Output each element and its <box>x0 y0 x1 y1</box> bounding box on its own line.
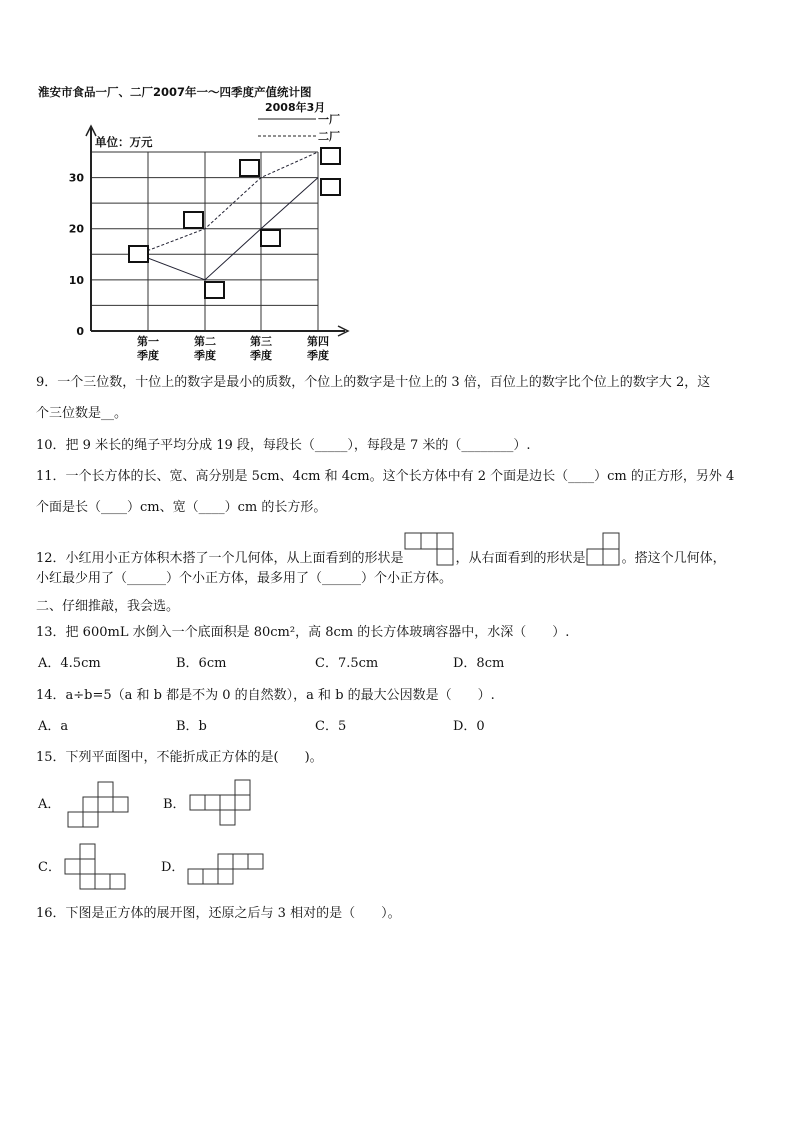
answer-box <box>184 212 203 228</box>
net-cell <box>218 854 233 869</box>
chart-title: 淮安市食品一厂、二厂2007年一～四季度产值统计图 <box>38 85 312 99</box>
net-cell <box>235 795 250 810</box>
q14-option-b: B．b <box>176 719 207 734</box>
answer-box <box>240 160 259 176</box>
q11-line1: 11．一个长方体的长、宽、高分别是 5cm、4cm 和 4cm。这个长方体中有 2 个面是边长（____）cm 的正方形，另外 4 <box>36 469 735 484</box>
top-view-shape <box>404 532 456 566</box>
q15-label-b: B． <box>163 797 186 812</box>
net-cell <box>220 810 235 825</box>
q12-text-part2: ，从右面看到的形状是 <box>455 551 586 566</box>
q15-label-d: D． <box>161 860 185 875</box>
q15-label-c: C． <box>38 860 61 875</box>
x-tick-label: 季度 <box>307 349 329 362</box>
x-tick-label: 第四 <box>307 335 329 348</box>
legend-label: 一厂 <box>318 113 340 126</box>
net-cell <box>95 874 110 889</box>
net-cell <box>220 795 235 810</box>
q11-line2: 个面是长（____）cm、宽（____）cm 的长方形。 <box>36 500 327 515</box>
q12-text-part1: 12．小红用小正方体积木搭了一个几何体，从上面看到的形状是 <box>36 551 404 566</box>
net-cell <box>218 869 233 884</box>
answer-box <box>321 148 340 164</box>
right-view-shape <box>586 532 622 566</box>
net-cell <box>65 859 80 874</box>
q13-option-b: B．6cm <box>176 656 227 671</box>
y-tick-label: 10 <box>68 273 84 287</box>
q14: 14．a÷b=5（a 和 b 都是不为 0 的自然数），a 和 b 的最大公因数是（ ）. <box>36 688 495 703</box>
q13-option-d: D．8cm <box>453 656 505 671</box>
q9-line1: 9．一个三位数，十位上的数字是最小的质数，个位上的数字是十位上的 3 倍，百位上的数字比个位上的数字大 2，这 <box>36 375 711 390</box>
q14-option-c: C．5 <box>315 719 347 734</box>
net-cell <box>110 874 125 889</box>
chart-series <box>138 152 318 280</box>
y-tick-label: 30 <box>68 171 84 185</box>
net-cell <box>113 797 128 812</box>
legend-label: 二厂 <box>318 130 340 143</box>
q13-option-c: C．7.5cm <box>315 656 379 671</box>
chart-label-boxes <box>129 148 340 298</box>
q15-label-a: A． <box>38 797 61 812</box>
q14-option-a: A．a <box>38 719 69 734</box>
q15: 15．下列平面图中，不能折成正方体的是( )。 <box>36 750 323 765</box>
y-tick-label: 0 <box>76 325 84 338</box>
x-tick-label: 季度 <box>250 349 272 362</box>
unit-label: 单位：万元 <box>95 135 153 149</box>
y-tick-label: 20 <box>68 222 84 236</box>
net-cell <box>248 854 263 869</box>
net-cell <box>68 812 83 827</box>
net-cell <box>203 869 218 884</box>
answer-box <box>321 179 340 195</box>
line-chart <box>0 0 794 380</box>
q12-line1 <box>36 532 726 567</box>
net-cell <box>80 859 95 874</box>
q12-line2: 小红最少用了（______）个小正方体，最多用了（______）个小正方体。 <box>36 571 453 586</box>
net-cell <box>233 854 248 869</box>
answer-box <box>205 282 224 298</box>
net-cell <box>235 780 250 795</box>
net-cell <box>205 795 220 810</box>
q13-option-a: A．4.5cm <box>38 656 101 671</box>
net-option-a <box>68 782 128 827</box>
net-cell <box>83 797 98 812</box>
x-tick-label: 第一 <box>137 335 159 348</box>
x-tick-label: 第三 <box>250 335 272 348</box>
net-cell <box>98 782 113 797</box>
answer-box <box>129 246 148 262</box>
q12-text-part3: 。搭这个几何体， <box>621 551 726 566</box>
x-tick-label: 第二 <box>194 335 216 348</box>
answer-box <box>261 230 280 246</box>
net-cell <box>98 797 113 812</box>
q13: 13．把 600mL 水倒入一个底面积是 80cm²，高 8cm 的长方体玻璃容器中，水深（ ）. <box>36 625 570 640</box>
chart-grid <box>86 126 348 336</box>
net-option-d <box>188 854 263 884</box>
x-tick-label: 季度 <box>137 349 159 362</box>
net-cell <box>83 812 98 827</box>
net-cell <box>80 874 95 889</box>
net-cell <box>80 844 95 859</box>
net-cell <box>190 795 205 810</box>
net-option-c <box>65 844 125 889</box>
chart-legend <box>258 113 340 143</box>
q16: 16．下图是正方体的展开图，还原之后与 3 相对的是（ ）。 <box>36 906 401 921</box>
q14-option-d: D．0 <box>453 719 485 734</box>
net-option-b <box>190 780 250 825</box>
q10: 10．把 9 米长的绳子平均分成 19 段，每段长（_____），每段是 7 米的（________）. <box>36 438 531 453</box>
q9-line2: 个三位数是__。 <box>36 406 128 421</box>
q15-nets <box>0 770 300 900</box>
net-cell <box>188 869 203 884</box>
section-2-heading: 二、仔细推敲，我会选。 <box>36 599 180 614</box>
chart-text <box>69 135 329 362</box>
chart-date: 2008年3月 <box>265 101 326 114</box>
x-tick-label: 季度 <box>194 349 216 362</box>
